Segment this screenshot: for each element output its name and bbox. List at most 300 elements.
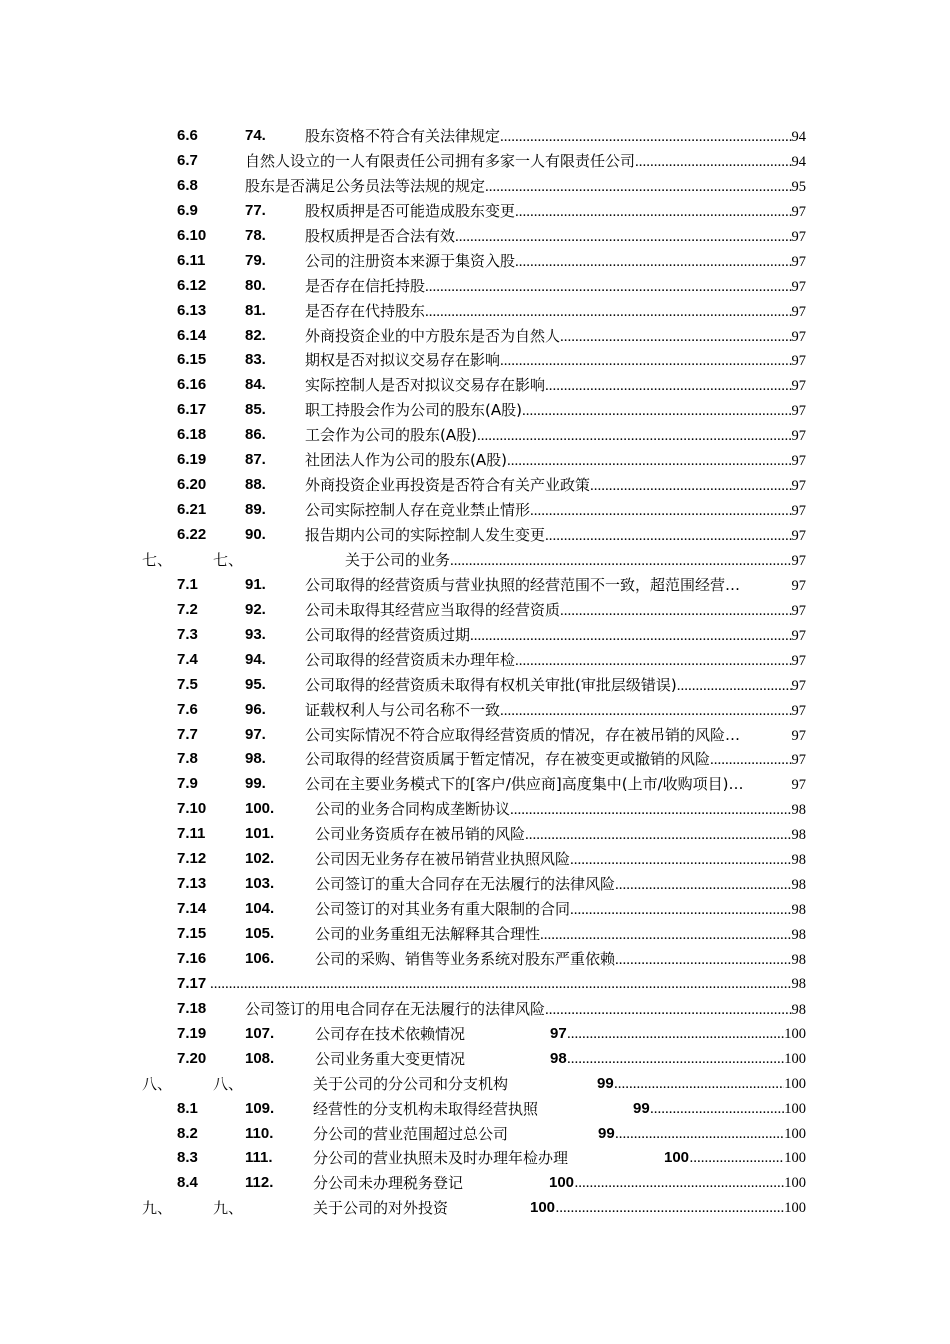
section-number: 7.14	[177, 900, 207, 918]
dot-leader	[560, 599, 791, 624]
item-number: 89.	[245, 501, 266, 519]
dot-leader	[477, 424, 792, 449]
dot-leader	[570, 848, 791, 873]
item-number: 74.	[245, 127, 266, 144]
toc-entry-line	[313, 1072, 806, 1097]
dot-leader	[515, 649, 791, 674]
entry-title: 公司存在技术依赖情况	[315, 1024, 466, 1043]
dot-leader	[710, 748, 791, 773]
entry-title: 社团法人作为公司的股东(A股)	[305, 451, 507, 470]
entry-title: 公司业务重大变更情况	[315, 1049, 466, 1068]
toc-entry[interactable]	[0, 747, 950, 772]
toc-entry[interactable]	[0, 473, 950, 498]
page-number: 98	[791, 951, 806, 968]
entry-title: 公司取得的经营资质与营业执照的经营范围不一致，超范围经营…	[305, 575, 741, 594]
page-number: 97	[791, 403, 806, 420]
original-page-number: 99	[597, 1074, 614, 1092]
item-number: 104.	[245, 900, 275, 918]
toc-entry[interactable]	[0, 897, 950, 922]
page-number: 100	[784, 1100, 806, 1117]
item-number: 98.	[245, 750, 266, 768]
dot-leader	[485, 175, 791, 200]
toc-entry[interactable]	[0, 972, 950, 997]
item-number: 78.	[245, 226, 266, 244]
entry-title: 公司实际控制人存在竞业禁止情形	[305, 501, 531, 520]
section-number: 7.20	[177, 1049, 207, 1067]
toc-entry[interactable]	[0, 124, 950, 149]
entry-title: 公司的采购、销售等业务系统对股东严重依赖	[315, 949, 616, 968]
page-number: 97	[791, 752, 806, 769]
toc-entry[interactable]	[0, 348, 950, 373]
toc-entry-line	[245, 149, 806, 175]
toc-entry-line	[305, 673, 806, 699]
chapter-number: 九、	[142, 1199, 173, 1218]
toc-entry-line	[313, 1097, 806, 1122]
section-number: 7.4	[177, 650, 198, 668]
item-number: 92.	[245, 600, 266, 618]
toc-entry[interactable]	[0, 698, 950, 723]
toc-entry-line	[315, 1047, 806, 1072]
page-number: 98	[791, 877, 806, 894]
chapter-number-repeat: 八、	[213, 1074, 244, 1093]
page-number: 97	[791, 203, 806, 220]
dot-leader	[540, 923, 791, 948]
toc-entry-line	[315, 847, 806, 873]
toc-entry[interactable]	[0, 797, 950, 822]
dot-leader	[614, 1072, 784, 1097]
toc-entry-line	[305, 224, 806, 250]
section-number: 6.6	[177, 127, 198, 144]
toc-entry-line	[305, 523, 806, 549]
section-number: 7.19	[177, 1024, 207, 1042]
toc-entry-line	[305, 199, 806, 225]
item-number: 82.	[245, 326, 266, 344]
entry-title: 公司实际情况不符合应取得经营资质的情况，存在被吊销的风险…	[305, 725, 741, 744]
dot-leader	[500, 349, 791, 374]
section-number: 7.2	[177, 600, 198, 618]
toc-entry-line	[305, 324, 806, 350]
toc-entry-line	[210, 972, 806, 997]
page-number: 100	[784, 1175, 806, 1192]
page-number: 97	[791, 378, 806, 395]
dot-leader	[560, 325, 791, 350]
page-number: 94	[791, 129, 806, 145]
toc-entry[interactable]	[0, 423, 950, 448]
toc-entry[interactable]	[0, 398, 950, 423]
entry-title: 工会作为公司的股东(A股)	[305, 426, 477, 445]
toc-entry[interactable]	[0, 1047, 950, 1072]
page-number: 97	[791, 577, 806, 594]
toc-entry[interactable]	[0, 648, 950, 673]
item-number: 86.	[245, 426, 266, 444]
item-number: 111.	[245, 1149, 273, 1167]
toc-entry[interactable]	[0, 673, 950, 698]
original-page-number: 98	[550, 1049, 567, 1067]
item-number: 97.	[245, 725, 266, 743]
page-number: 97	[791, 478, 806, 495]
dot-leader	[567, 1047, 784, 1072]
entry-title: 分公司的营业执照未及时办理年检办理	[313, 1149, 569, 1168]
page-number: 97	[791, 278, 806, 295]
item-number: 81.	[245, 301, 266, 319]
entry-title: 证载权利人与公司名称不一致	[305, 700, 501, 719]
dot-leader	[590, 474, 791, 499]
toc-entry[interactable]	[0, 498, 950, 523]
entry-title: 外商投资企业再投资是否符合有关产业政策	[305, 476, 591, 495]
page-number: 97	[791, 702, 806, 719]
entry-title: 公司取得的经营资质未取得有权机关审批(审批层级错误)	[305, 675, 677, 694]
chapter-number: 七、	[142, 550, 173, 569]
page-number: 97	[791, 528, 806, 544]
toc-entry-line	[315, 947, 806, 973]
entry-title: 公司因无业务存在被吊销营业执照风险	[315, 850, 571, 869]
page-number: 100	[784, 1050, 806, 1067]
entry-title: 公司取得的经营资质属于暂定情况，存在被变更或撤销的风险	[305, 750, 711, 769]
dot-leader	[650, 1097, 784, 1122]
page-number: 97	[791, 727, 806, 744]
section-number: 7.11	[177, 825, 206, 843]
table-of-contents	[0, 124, 950, 1221]
entry-title: 公司签订的对其业务有重大限制的合同	[315, 900, 571, 919]
entry-title: 公司签订的重大合同存在无法履行的法律风险	[315, 875, 616, 894]
dot-leader	[545, 524, 791, 549]
dot-leader	[507, 449, 792, 474]
item-number: 96.	[245, 700, 266, 718]
section-number: 6.17	[177, 401, 207, 419]
dot-leader	[545, 374, 791, 399]
toc-entry[interactable]	[0, 1171, 950, 1196]
page-number: 94	[791, 153, 806, 170]
toc-entry-line	[305, 348, 806, 374]
original-page-number: 100	[549, 1174, 575, 1192]
page-number: 97	[791, 552, 806, 569]
item-number: 90.	[245, 526, 266, 543]
toc-entry-line	[305, 648, 806, 674]
toc-entry[interactable]	[0, 772, 950, 797]
item-number: 101.	[245, 825, 275, 843]
toc-entry[interactable]	[0, 1122, 950, 1147]
page-number: 100	[784, 1200, 806, 1217]
entry-title: 公司业务资质存在被吊销的风险	[315, 825, 526, 844]
page-number: 97	[791, 677, 806, 694]
entry-title: 是否存在信托持股	[305, 276, 426, 295]
toc-entry[interactable]	[0, 1022, 950, 1047]
item-number: 109.	[245, 1099, 275, 1117]
toc-entry-line	[305, 573, 806, 599]
toc-entry-line	[315, 922, 806, 948]
section-number: 7.9	[177, 775, 198, 793]
dot-leader	[690, 1146, 785, 1171]
page-number: 97	[791, 428, 806, 445]
page-number: 100	[784, 1125, 806, 1142]
entry-title: 股权质押是否合法有效	[305, 226, 456, 245]
dot-leader	[515, 250, 791, 275]
chapter-number: 八、	[142, 1074, 173, 1093]
dot-leader	[500, 699, 791, 724]
section-number: 6.15	[177, 351, 207, 369]
dot-leader	[545, 998, 791, 1023]
toc-entry-line	[313, 1171, 806, 1196]
entry-title: 关于公司的业务	[345, 550, 451, 569]
section-number: 6.10	[177, 226, 207, 244]
toc-entry-line	[305, 249, 806, 275]
toc-entry-line	[315, 797, 806, 823]
toc-entry[interactable]	[0, 174, 950, 199]
toc-entry[interactable]	[0, 299, 950, 324]
page-number: 98	[791, 852, 806, 869]
original-page-number: 100	[530, 1199, 556, 1217]
toc-entry[interactable]	[0, 598, 950, 623]
entry-title: 自然人设立的一人有限责任公司拥有多家一人有限责任公司	[245, 151, 636, 170]
entry-title: 公司的业务合同构成垄断协议	[315, 800, 511, 819]
toc-entry[interactable]	[0, 623, 950, 648]
section-number: 7.7	[177, 725, 198, 743]
toc-entry-line	[313, 1196, 806, 1221]
toc-entry-line	[305, 723, 806, 749]
toc-entry[interactable]	[0, 373, 950, 398]
toc-entry-line	[305, 623, 806, 649]
toc-entry-line	[345, 548, 806, 574]
page-number: 98	[791, 927, 806, 943]
entry-title: 公司的注册资本来源于集资入股	[305, 251, 516, 270]
entry-title: 分公司的营业范围超过总公司	[313, 1124, 509, 1143]
toc-entry[interactable]	[0, 224, 950, 249]
dot-leader	[510, 798, 791, 823]
page-number: 100	[784, 1075, 806, 1092]
toc-entry[interactable]	[0, 324, 950, 349]
dot-leader	[515, 200, 791, 225]
toc-entry[interactable]	[0, 274, 950, 299]
section-number: 6.18	[177, 426, 207, 444]
toc-entry[interactable]	[0, 1072, 950, 1097]
item-number: 87.	[245, 451, 266, 469]
item-number: 105.	[245, 925, 275, 942]
section-number: 7.5	[177, 675, 198, 693]
item-number: 85.	[245, 401, 266, 419]
dot-leader	[575, 1171, 785, 1196]
section-number: 8.2	[177, 1124, 198, 1142]
dot-leader	[570, 898, 791, 923]
section-number: 8.4	[177, 1174, 198, 1192]
toc-entry[interactable]	[0, 1146, 950, 1171]
chapter-number-repeat: 七、	[213, 550, 244, 569]
page-number: 97	[791, 353, 806, 370]
toc-entry-line	[305, 299, 806, 325]
page-number: 97	[791, 228, 806, 245]
toc-entry[interactable]	[0, 822, 950, 847]
toc-entry-line	[315, 897, 806, 923]
toc-entry-line	[305, 423, 806, 449]
page-number: 98	[791, 975, 806, 992]
toc-entry[interactable]	[0, 847, 950, 872]
toc-entry-line	[305, 274, 806, 300]
section-number: 7.18	[177, 999, 207, 1017]
toc-entry-line	[315, 822, 806, 848]
dot-leader	[677, 674, 792, 699]
entry-title: 关于公司的分公司和分支机构	[313, 1074, 509, 1093]
toc-entry-line	[305, 747, 806, 773]
dot-leader	[635, 150, 791, 175]
section-number: 6.14	[177, 326, 207, 344]
toc-entry[interactable]	[0, 723, 950, 748]
entry-title: 关于公司的对外投资	[313, 1199, 449, 1218]
toc-entry[interactable]	[0, 922, 950, 947]
section-number: 7.17	[177, 974, 207, 992]
dot-leader	[567, 1022, 784, 1047]
toc-entry-line	[305, 772, 806, 798]
section-number: 6.21	[177, 501, 207, 519]
dot-leader	[615, 948, 791, 973]
page-number: 95	[791, 178, 806, 195]
dot-leader	[525, 823, 791, 848]
toc-entry-line	[305, 598, 806, 624]
item-number: 79.	[245, 251, 266, 269]
original-page-number: 97	[550, 1024, 567, 1042]
section-number: 7.1	[177, 575, 198, 593]
section-number: 7.6	[177, 700, 198, 718]
item-number: 102.	[245, 850, 275, 868]
toc-entry[interactable]	[0, 1196, 950, 1221]
section-number: 8.3	[177, 1149, 198, 1167]
original-page-number: 99	[598, 1124, 615, 1142]
item-number: 88.	[245, 476, 266, 494]
page-number: 98	[791, 827, 806, 844]
item-number: 93.	[245, 625, 266, 643]
section-number: 7.3	[177, 625, 198, 643]
section-number: 7.16	[177, 949, 207, 967]
toc-entry[interactable]	[0, 249, 950, 274]
item-number: 80.	[245, 276, 266, 294]
item-number: 83.	[245, 351, 266, 369]
dot-leader	[470, 624, 791, 649]
section-number: 7.15	[177, 925, 207, 942]
entry-title: 公司取得的经营资质过期	[305, 625, 471, 644]
toc-entry[interactable]	[0, 548, 950, 573]
section-number: 6.19	[177, 451, 207, 469]
entry-title: 外商投资企业的中方股东是否为自然人	[305, 326, 561, 345]
page-number: 97	[791, 453, 806, 470]
section-number: 6.16	[177, 376, 207, 394]
page-number: 98	[791, 1001, 806, 1018]
entry-title: 经营性的分支机构未取得经营执照	[313, 1099, 539, 1118]
section-number: 7.8	[177, 750, 198, 768]
entry-title: 公司取得的经营资质未办理年检	[305, 650, 516, 669]
toc-entry[interactable]	[0, 149, 950, 174]
page-number: 97	[791, 602, 806, 619]
toc-entry[interactable]	[0, 997, 950, 1022]
dot-leader	[500, 125, 791, 150]
toc-entry[interactable]	[0, 573, 950, 598]
section-number: 6.8	[177, 176, 198, 194]
item-number: 77.	[245, 201, 266, 219]
item-number: 112.	[245, 1174, 274, 1192]
item-number: 108.	[245, 1049, 275, 1067]
section-number: 6.11	[177, 251, 206, 269]
dot-leader	[615, 1122, 784, 1147]
dot-leader	[522, 399, 792, 424]
item-number: 91.	[245, 575, 266, 593]
dot-leader	[210, 972, 792, 997]
item-number: 103.	[245, 875, 275, 893]
dot-leader	[455, 225, 791, 250]
toc-entry[interactable]	[0, 448, 950, 473]
toc-entry[interactable]	[0, 523, 950, 548]
original-page-number: 99	[633, 1099, 650, 1117]
section-number: 6.20	[177, 476, 207, 494]
section-number: 8.1	[177, 1099, 198, 1117]
toc-entry-line	[305, 398, 806, 424]
dot-leader	[450, 549, 791, 574]
entry-title: 分公司未办理税务登记	[313, 1174, 464, 1193]
toc-entry[interactable]	[0, 872, 950, 897]
page-number: 97	[791, 303, 806, 320]
page-number: 98	[791, 802, 806, 819]
section-number: 7.13	[177, 875, 207, 893]
toc-entry[interactable]	[0, 1097, 950, 1122]
page-number: 97	[791, 652, 806, 669]
chapter-number-repeat: 九、	[213, 1199, 244, 1218]
entry-title: 股东资格不符合有关法律规定	[305, 127, 501, 145]
toc-entry-line	[313, 1146, 806, 1171]
section-number: 6.13	[177, 301, 207, 319]
toc-entry-line	[315, 1022, 806, 1047]
page-number: 100	[784, 1025, 806, 1042]
item-number: 106.	[245, 949, 275, 967]
item-number: 84.	[245, 376, 266, 394]
toc-entry[interactable]	[0, 199, 950, 224]
toc-entry-line	[315, 872, 806, 898]
toc-entry-line	[245, 997, 806, 1023]
page-number: 97	[791, 328, 806, 345]
dot-leader	[425, 300, 791, 325]
toc-entry-line	[305, 473, 806, 499]
original-page-number: 100	[664, 1149, 690, 1167]
toc-entry-line	[305, 373, 806, 399]
dot-leader	[425, 275, 791, 300]
toc-entry-line	[305, 498, 806, 524]
entry-title: 股东是否满足公务员法等法规的规定	[245, 176, 486, 195]
page-number: 97	[791, 503, 806, 520]
toc-entry[interactable]	[0, 947, 950, 972]
item-number: 100.	[245, 800, 275, 818]
item-number: 107.	[245, 1024, 275, 1042]
section-number: 6.22	[177, 526, 207, 543]
entry-title: 公司签订的用电合同存在无法履行的法律风险	[245, 999, 546, 1018]
page-number: 97	[791, 627, 806, 644]
entry-title: 期权是否对拟议交易存在影响	[305, 351, 501, 370]
page-number: 98	[791, 902, 806, 919]
entry-title: 实际控制人是否对拟议交易存在影响	[305, 376, 546, 395]
section-number: 7.10	[177, 800, 207, 818]
toc-entry-line	[245, 174, 806, 200]
page-number: 97	[791, 777, 806, 794]
entry-title: 股权质押是否可能造成股东变更	[305, 201, 516, 220]
entry-title: 公司在主要业务模式下的[客户/供应商]高度集中(上市/收购项目)…	[305, 775, 744, 794]
section-number: 7.12	[177, 850, 207, 868]
toc-entry-line	[305, 124, 806, 150]
section-number: 6.7	[177, 151, 198, 169]
dot-leader	[556, 1196, 785, 1221]
toc-entry-line	[313, 1122, 806, 1147]
page-number: 97	[791, 253, 806, 270]
item-number: 110.	[245, 1124, 274, 1142]
entry-title: 是否存在代持股东	[305, 301, 426, 320]
dot-leader	[615, 873, 791, 898]
toc-entry-line	[305, 698, 806, 724]
entry-title: 报告期内公司的实际控制人发生变更	[305, 526, 546, 544]
page-number: 100	[784, 1150, 806, 1167]
section-number: 6.9	[177, 201, 198, 219]
